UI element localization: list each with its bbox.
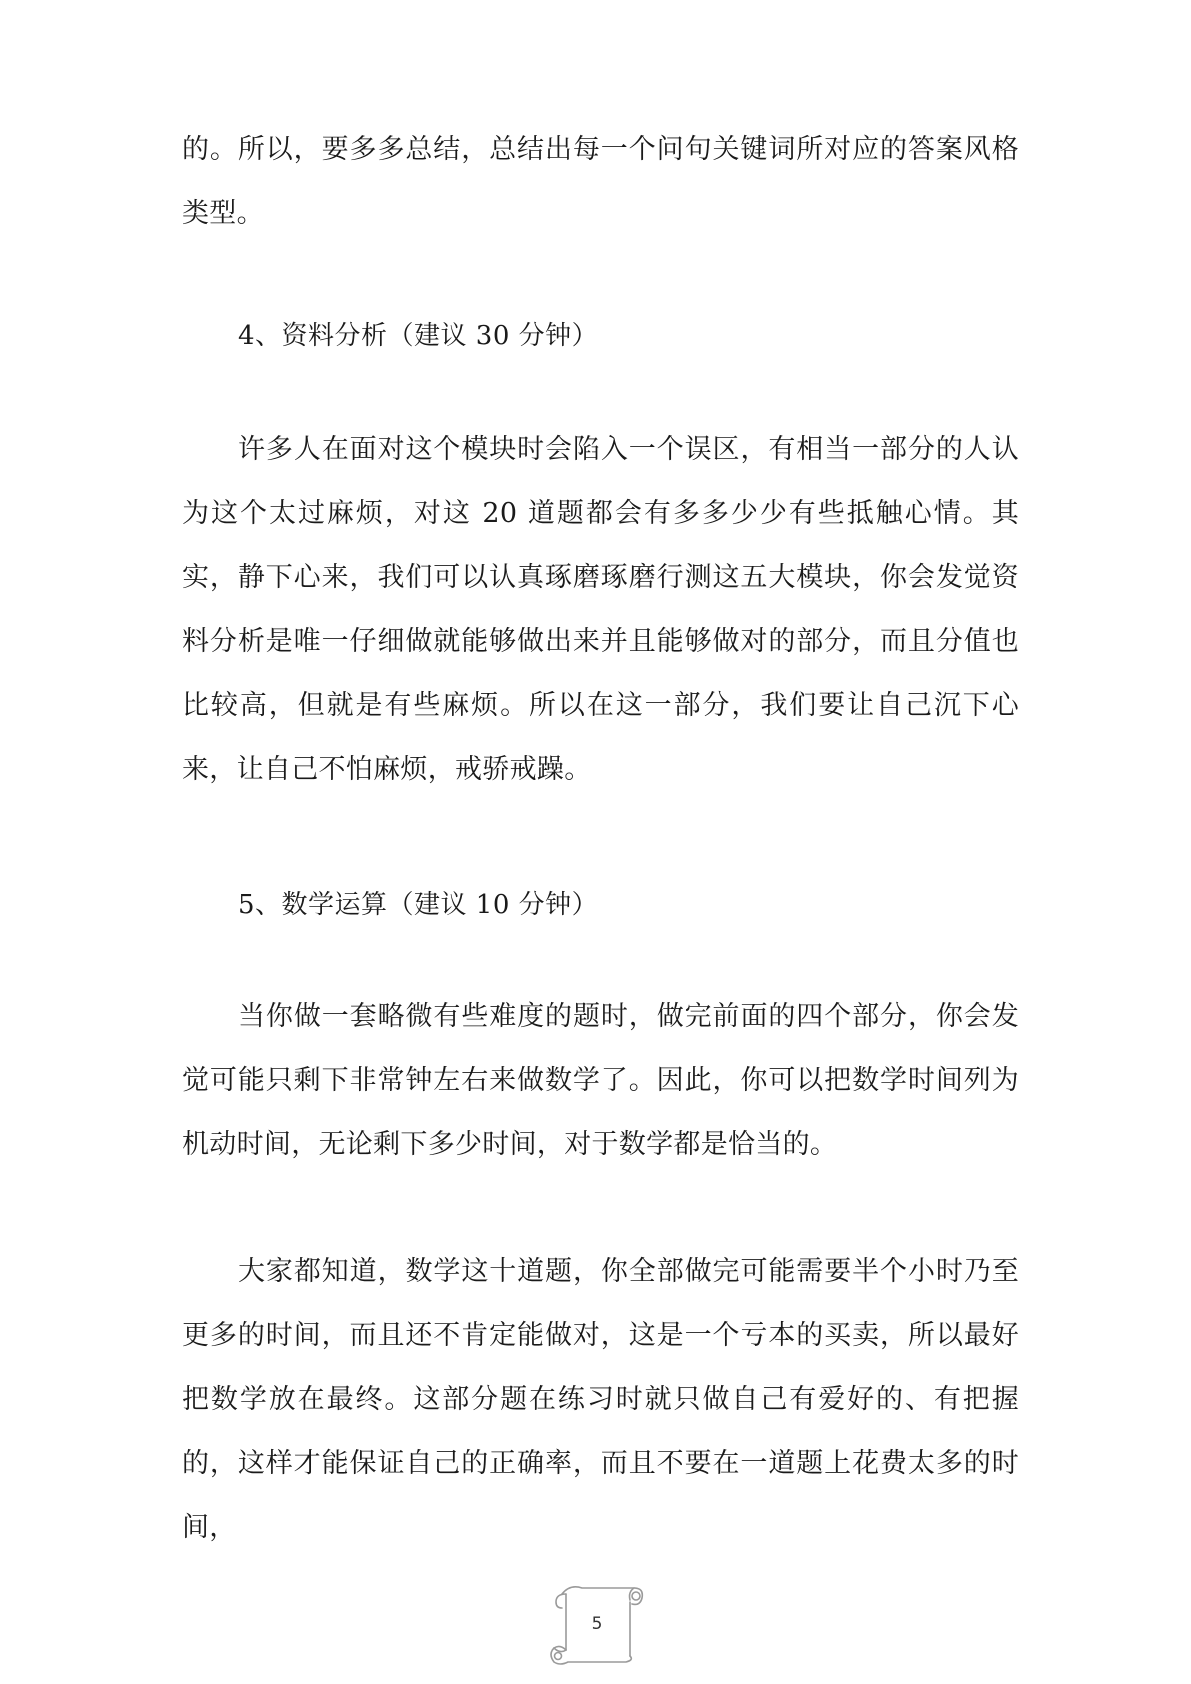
paragraph-math-time: 当你做一套略微有些难度的题时，做完前面的四个部分，你会发觉可能只剩下非常钟左右来做数学了。因此，你可以把数学时间列为机动时间，无论剩下多少时间，对于数学都是恰当的。 — [182, 1001, 1019, 1160]
section-heading-math: 5、数学运算（建议 10 分钟） — [238, 890, 599, 920]
page-number: 5 — [591, 1614, 603, 1634]
section-heading-data-analysis: 4、资料分析（建议 30 分钟） — [238, 321, 599, 351]
paragraph-math-strategy: 大家都知道，数学这十道题，你全部做完可能需要半个小时乃至更多的时间，而且还不肯定能做对，这是一个亏本的买卖，所以最好把数学放在最终。这部分题在练习时就只做自己有爱好的、有把握的，这样才能保证自己的正确率，而且不要在一道题上花费太多的时间， — [182, 1256, 1019, 1543]
paragraph-data-analysis: 许多人在面对这个模块时会陷入一个误区，有相当一部分的人认为这个太过麻烦，对这 20 道题都会有多多少少有些抵触心情。其实，静下心来，我们可以认真琢磨琢磨行测这五大模块，你会发觉资料分析是唯一仔细做就能够做出来并且能够做对的部分，而且分值也比较高，但就是有些麻烦。所以在这一部分，我们要让自己沉下心来，让自己不怕麻烦，戒骄戒躁。 — [182, 434, 1019, 785]
page-footer — [542, 1576, 652, 1666]
paragraph-continuation: 的。所以，要多多总结，总结出每一个问句关键词所对应的答案风格类型。 — [182, 134, 1019, 229]
